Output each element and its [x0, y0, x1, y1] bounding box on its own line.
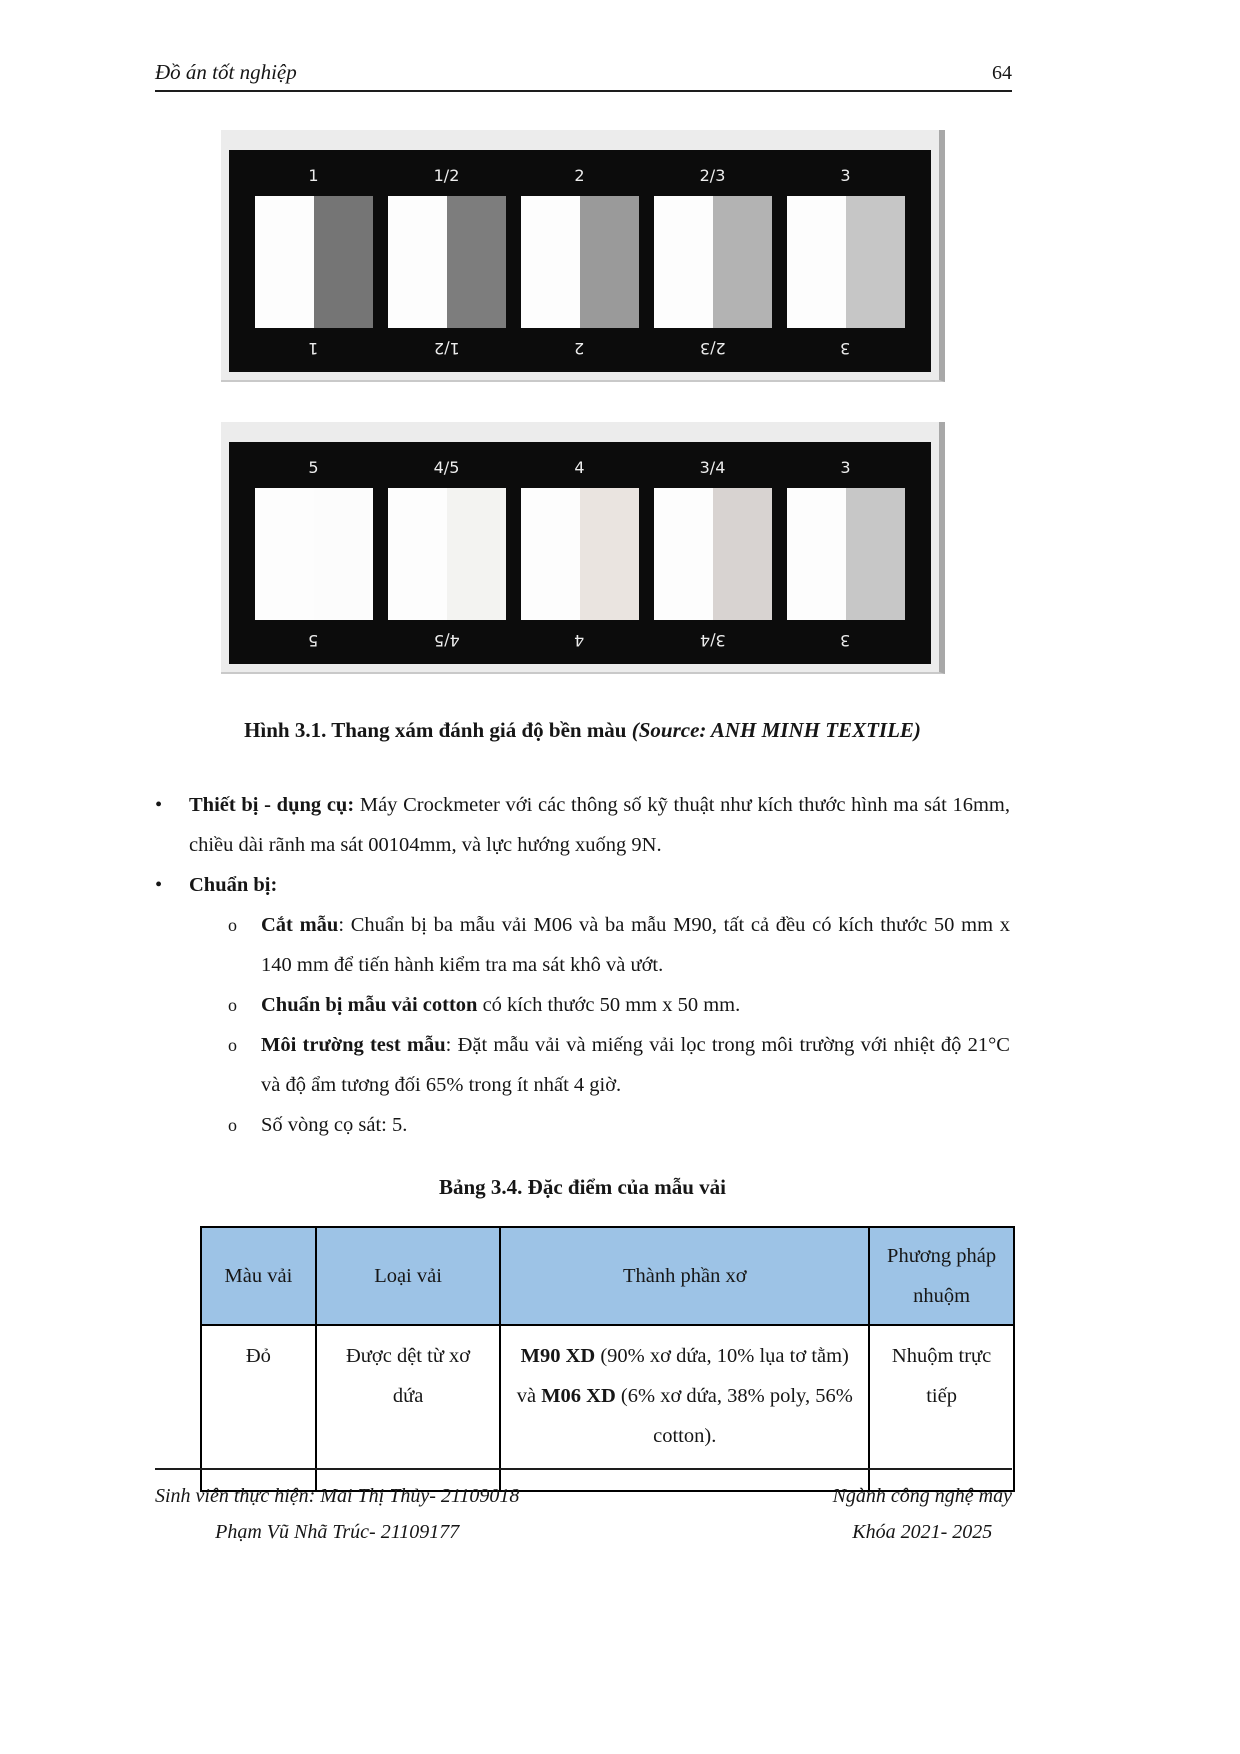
footer-student-1: Sinh viên thực hiện: Mai Thị Thủy- 21109018 [155, 1485, 520, 1507]
sub-bullet-marker: o [228, 1115, 237, 1135]
swatch-white-half [787, 196, 846, 328]
footer-student-2: Phạm Vũ Nhã Trúc- 21109177 [215, 1521, 460, 1543]
cell-fabric-color: Đỏ [201, 1325, 316, 1491]
swatch [521, 488, 639, 620]
list-item-body: có kích thước 50 mm x 50 mm. [477, 994, 741, 1016]
grade-label: 2 [574, 166, 585, 185]
swatch [255, 488, 373, 620]
swatch-gray-half [846, 488, 905, 620]
grayscale-panel-1-frame [221, 130, 945, 382]
table-header-row [201, 1227, 1014, 1325]
list-item-text [189, 865, 1010, 905]
grade-label-mirrored: 1 [308, 339, 319, 358]
figure-caption [155, 718, 1010, 743]
swatch-white-half [388, 196, 447, 328]
bullet-list [155, 785, 1010, 1145]
swatch [654, 488, 772, 620]
cell-fiber-composition [500, 1325, 869, 1491]
sub-bullet-marker: o [228, 995, 237, 1015]
table-row [201, 1325, 1014, 1491]
grayscale-panel-2 [229, 442, 931, 664]
list-item-equipment [155, 785, 1010, 865]
grayscale-panel-1 [229, 150, 931, 372]
grade-label: 5 [308, 458, 319, 477]
grade-label-mirrored: 3 [840, 631, 851, 650]
footer-program [833, 1478, 1012, 1550]
footer-major: Ngành công nghệ may [832, 1485, 1012, 1507]
grade-label: 4/5 [433, 458, 460, 477]
swatch-gray-half [580, 488, 639, 620]
grayscale-card [521, 456, 639, 652]
swatch [654, 196, 772, 328]
fiber-code-2: M06 XD [541, 1385, 616, 1407]
cell-dye-method: Nhuộm trực tiếp [869, 1325, 1014, 1491]
sublist-item-cut-sample [228, 905, 1010, 985]
grade-label: 1 [308, 166, 319, 185]
list-item-body: Máy Crockmeter với các thông số kỹ thuật như kích thước hình ma sát 16mm, chiều dài rãnh ma sát 00104mm, và lực hướng xuống 9N. [189, 794, 1010, 856]
grade-label-mirrored: 3/4 [699, 631, 726, 650]
sub-bullet-marker: o [228, 915, 237, 935]
swatch-gray-half [447, 196, 506, 328]
grayscale-panel-2-frame [221, 422, 945, 674]
grade-label-mirrored: 1/2 [433, 339, 460, 358]
list-item-lead: Chuẩn bị mẫu vải cotton [261, 994, 478, 1016]
swatch-white-half [255, 196, 314, 328]
grayscale-card [388, 164, 506, 360]
list-item-lead: Môi trường test mẫu [261, 1034, 446, 1056]
column-header-fabric-color: Màu vải [201, 1227, 316, 1325]
grayscale-card [388, 456, 506, 652]
table-caption: Bảng 3.4. Đặc điểm của mẫu vải [438, 1175, 726, 1199]
list-item-text [261, 985, 1010, 1025]
swatch-white-half [255, 488, 314, 620]
sublist-item-cotton-sample [228, 985, 1010, 1025]
column-header-fiber-composition: Thành phần xơ [500, 1227, 869, 1325]
list-item-text [261, 1025, 1010, 1105]
fiber-text-2: (6% xơ dứa, 38% poly, 56% cotton). [615, 1385, 853, 1447]
fiber-text-1: (90% xơ dứa, 10% lụa tơ tằm) và [516, 1345, 849, 1407]
grade-label: 1/2 [433, 166, 460, 185]
swatch-white-half [388, 488, 447, 620]
swatch-gray-half [314, 488, 373, 620]
sub-bullet-marker: o [228, 1035, 237, 1055]
grade-label-mirrored: 4 [574, 631, 585, 650]
grade-label: 3/4 [699, 458, 726, 477]
header-title: Đồ án tốt nghiệp [155, 60, 297, 84]
figure-caption-title: Hình 3.1. Thang xám đánh giá độ bền màu [244, 718, 632, 742]
list-item-body: : Chuẩn bị ba mẫu vải M06 và ba mẫu M90, tất cả đều có kích thước 50 mm x 140 mm để tiến hành kiểm tra ma sát khô và ướt. [261, 914, 1011, 976]
swatch [255, 196, 373, 328]
swatch-white-half [787, 488, 846, 620]
cell-fabric-type: Được dệt từ xơ dứa [316, 1325, 501, 1491]
grayscale-card [654, 456, 772, 652]
column-header-dye-method: Phương pháp nhuộm [869, 1227, 1014, 1325]
grade-label: 3 [840, 458, 851, 477]
bullet-marker: • [155, 874, 163, 896]
grade-label-mirrored: 4/5 [433, 631, 460, 650]
grayscale-card [255, 164, 373, 360]
list-item-text [261, 905, 1010, 985]
sublist-item-test-environment [228, 1025, 1010, 1105]
page-content [155, 122, 1010, 1492]
swatch [388, 196, 506, 328]
grayscale-figure [221, 130, 945, 674]
grayscale-card [787, 456, 905, 652]
fabric-spec-table [200, 1226, 1015, 1492]
page-footer [155, 1468, 1012, 1550]
grayscale-card [255, 456, 373, 652]
swatch-white-half [521, 196, 580, 328]
footer-cohort: Khóa 2021- 2025 [852, 1521, 993, 1543]
list-item-text [261, 1105, 1010, 1145]
swatch-gray-half [713, 196, 772, 328]
column-header-fabric-type: Loại vải [316, 1227, 501, 1325]
bullet-marker: • [155, 794, 163, 816]
grade-label-mirrored: 2 [574, 339, 585, 358]
swatch [521, 196, 639, 328]
grayscale-card [654, 164, 772, 360]
footer-students [155, 1478, 519, 1550]
list-item-body: Số vòng cọ sát: 5. [261, 1114, 408, 1136]
swatch [787, 488, 905, 620]
grade-cards-row [255, 164, 905, 360]
list-item-preparation [155, 865, 1010, 905]
grade-label: 2/3 [699, 166, 726, 185]
grayscale-card [787, 164, 905, 360]
swatch [388, 488, 506, 620]
grade-label: 4 [574, 458, 585, 477]
page-header [155, 60, 1012, 92]
list-item-body: : Đặt mẫu vải và miếng vải lọc trong môi trường với nhiệt độ 21°C và độ ẩm tương đối 65% trong ít nhất 4 giờ. [261, 1034, 1010, 1096]
list-item-lead: Thiết bị - dụng cụ: [189, 794, 355, 816]
grade-label: 3 [840, 166, 851, 185]
grayscale-card [521, 164, 639, 360]
swatch-white-half [521, 488, 580, 620]
list-item-text [189, 785, 1010, 865]
swatch-gray-half [314, 196, 373, 328]
grade-label-mirrored: 2/3 [699, 339, 726, 358]
list-item-lead: Chuẩn bị: [189, 874, 278, 896]
list-item-lead: Cắt mẫu [261, 914, 339, 936]
fiber-code-1: M90 XD [520, 1345, 596, 1367]
grade-label-mirrored: 3 [840, 339, 851, 358]
swatch-gray-half [713, 488, 772, 620]
figure-caption-source: (Source: ANH MINH TEXTILE) [631, 718, 921, 742]
swatch [787, 196, 905, 328]
swatch-white-half [654, 196, 713, 328]
swatch-gray-half [846, 196, 905, 328]
swatch-gray-half [447, 488, 506, 620]
swatch-gray-half [580, 196, 639, 328]
swatch-white-half [654, 488, 713, 620]
sublist-item-rub-cycles [228, 1105, 1010, 1145]
grade-label-mirrored: 5 [308, 631, 319, 650]
page-number: 64 [992, 62, 1012, 84]
grade-cards-row [255, 456, 905, 652]
